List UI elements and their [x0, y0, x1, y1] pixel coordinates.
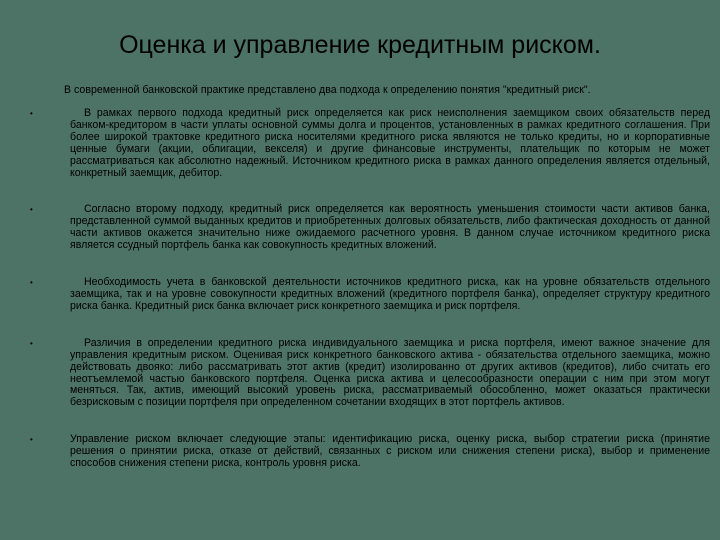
bullet-marker: •	[30, 338, 33, 348]
slide-title: Оценка и управление кредитным риском.	[119, 31, 601, 59]
bullet-item	[30, 108, 710, 179]
bullet-marker: •	[30, 109, 33, 118]
bullet-text: В рамках первого подхода кредитный риск определяется как риск неисполнения заемщиком своих обязательств перед банком-кредитором в части уплаты основной суммы долга и процентов, установленных в рамках кредитного соглашения. При более широкой трактовке кредитного риска носителями кредитного риска являются не только кредиты, но и корпоративные ценные бумаги (акции, облигации, векселя) и другие финансовые инструменты, плательщик по которым не может рассматриваться как абсолютно надежный. Источником кредитного риска в рамках данного определения является отдельный, конкретный заемщик, дебитор.	[70, 107, 710, 179]
bullet-marker: •	[30, 435, 33, 445]
bullet-item	[30, 204, 710, 252]
intro-text: В современной банковской практике представлено два подхода к определению понятия "кредитный риск".	[64, 84, 591, 96]
bullet-list	[30, 108, 710, 470]
bullet-marker: •	[30, 205, 33, 215]
bullet-item	[30, 338, 710, 409]
bullet-item	[30, 277, 710, 313]
bullet-text: Различия в определении кредитного риска индивидуального заемщика и риска портфеля, имеют важное значение для управления кредитным риском. Оценивая риск конкретного банковского актива - обязательства отдельного заемщика, можно действовать двояко: либо рассматривать этот актив (кредит) изолированно от других активов (кредитов), либо считать его неотъемлемой частью банковского портфеля. Оценка риска актива и целесообразности операции с ним при этом могут меняться. Так, актив, имеющий высокий уровень риска, рассматриваемый обособленно, может оказаться практически безрисковым с позиции портфеля при определенном сочетании входящих в этот портфель активов.	[70, 336, 710, 409]
bullet-item	[30, 434, 710, 470]
bullet-text: Необходимость учета в банковской деятельности источников кредитного риска, как на уровне обязательств отдельного заемщика, так и на уровне совокупности кредитных вложений (кредитного портфеля банка), определяет структуру кредитного риска банка. Кредитный риск банка включает риск конкретного заемщика и риск портфеля.	[70, 276, 710, 312]
bullet-marker: •	[30, 278, 33, 288]
bullet-text: Согласно второму подходу, кредитный риск определяется как вероятность уменьшения стоимости части активов банка, представленной суммой выданных кредитов и приобретенных долговых обязательств, либо фактическая доходность от данной части активов окажется значительно ниже ожидаемого расчетного уровня. В данном случае источником кредитного риска является ссудный портфель банка как совокупность кредитных вложений.	[70, 203, 710, 252]
bullet-text: Управление риском включает следующие этапы: идентификацию риска, оценку риска, выбор стратегии риска (принятие решения о принятии риска, отказе от действий, связанных с риском или снижения степени риска), выбор и применение способов снижения степени риска, контроль уровня риска.	[70, 433, 710, 470]
